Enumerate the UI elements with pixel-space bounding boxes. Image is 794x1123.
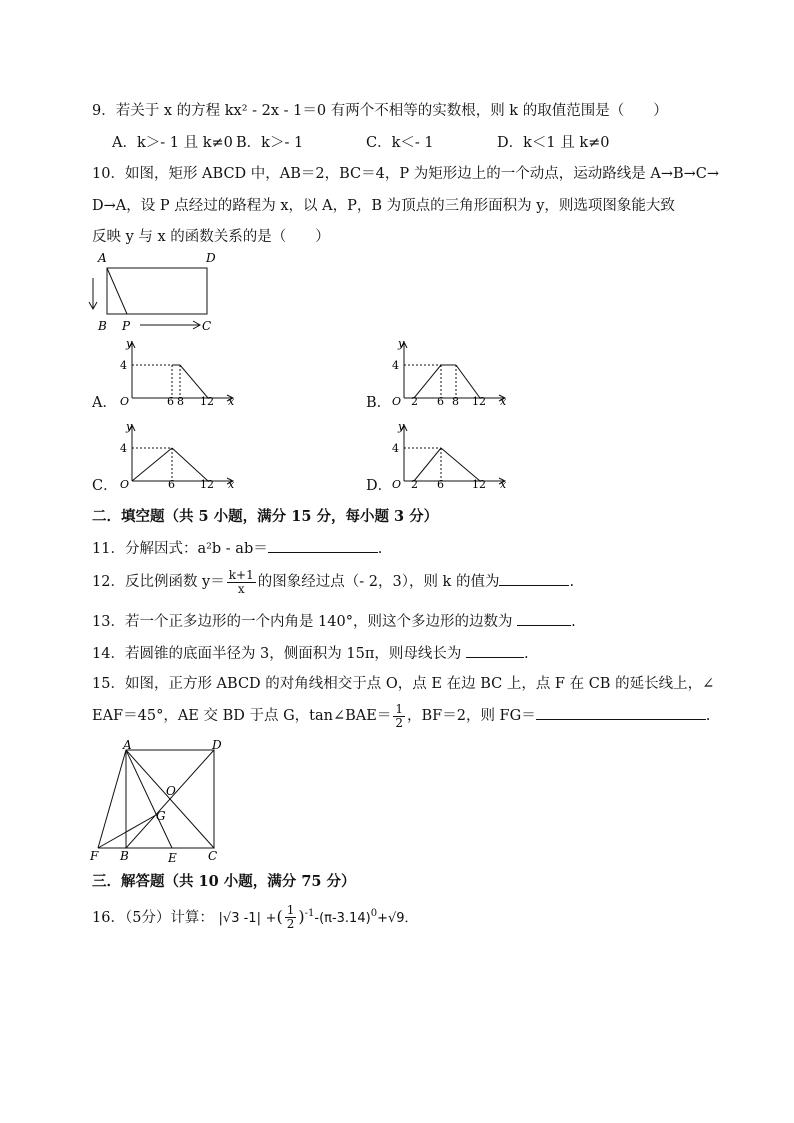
q16-half-den: 2 (286, 917, 295, 932)
fig-label-a: A (123, 738, 132, 752)
q9-stem: 9．若关于 x 的方程 kx² - 2x - 1＝0 有两个不相等的实数根，则 k 的取值范围是（ ） (92, 103, 668, 119)
q16-tail: +√9． (377, 910, 418, 926)
q12-fraction (227, 569, 256, 596)
q14-text: 14．若圆锥的底面半径为 3，侧面积为 15π，则母线长为 (92, 646, 462, 662)
q15-frac-den: 2 (395, 715, 403, 730)
graph-b-label: B． (366, 395, 392, 411)
q13: 13．若一个正多边形的一个内角是 140°，则这个多边形的边数为 . (92, 611, 576, 632)
graph-c-y-tick: 4 (120, 442, 127, 455)
rect-label-b: B (98, 319, 107, 333)
graph-a-tick-8: 8 (177, 395, 184, 407)
graph-a-tick-6: 6 (167, 395, 174, 407)
q9-option-b: B．k＞- 1 (236, 135, 304, 151)
fig-label-c: C (208, 849, 218, 863)
q12-frac-num: k+1 (228, 567, 254, 582)
q14: 14．若圆锥的底面半径为 3，侧面积为 15π，则母线长为 . (92, 643, 529, 664)
q11-text: 11．分解因式：a²b - ab＝ (92, 541, 268, 557)
q16-mid: -(π-3.14) (314, 910, 371, 926)
graph-b-tick-8: 8 (452, 395, 459, 407)
q15-line2-pre: EAF＝45°，AE 交 BD 于点 G，tan∠BAE＝ (92, 708, 392, 724)
graph-d-x-label: x (500, 478, 507, 490)
graph-c-x-label: x (228, 478, 235, 490)
q12-post: 的图象经过点（- 2，3），则 k 的值为 (257, 574, 500, 590)
fig-label-g: G (156, 809, 166, 823)
q12-frac-den: x (237, 581, 245, 596)
fig-label-d: D (212, 738, 222, 752)
graph-b-y-label: y (398, 337, 405, 350)
q10-rectangle-figure (80, 248, 230, 338)
rect-label-a: A (98, 251, 107, 265)
q15-line1: 15．如图，正方形 ABCD 的对角线相交于点 O，点 E 在边 BC 上，点 F 在 CB 的延长线上，∠ (92, 676, 715, 692)
q10-line3: 反映 y 与 x 的函数关系的是（ ） (92, 229, 330, 245)
q15-line2: EAF＝45°，AE 交 BD 于点 G，tan∠BAE＝ $\frac{1}{2}$ ，BF＝2，则 FG＝ . (92, 701, 711, 730)
q10-line2: D→A，设 P 点经过的路程为 x，以 A，P，B 为顶点的三角形面积为 y，则选项图象能大致 (92, 198, 675, 214)
q15-square-figure (86, 738, 236, 866)
graph-d (384, 420, 514, 490)
graph-b-tick-2: 2 (411, 395, 418, 407)
graph-c (112, 420, 242, 490)
section-2-heading: 二．填空题（共 5 小题，满分 15 分，每小题 3 分） (92, 508, 439, 525)
q12: 12．反比例函数 y＝ $\frac{k+1}{x}$ 的图象经过点（- 2，3），则 k 的值为 . (92, 567, 575, 596)
section-3-heading: 三．解答题（共 10 小题，满分 75 分） (92, 873, 356, 890)
graph-c-y-label: y (126, 420, 133, 433)
graph-a-label: A． (92, 395, 117, 411)
graph-d-tick-12: 12 (472, 478, 486, 490)
q15-fraction (393, 703, 405, 730)
graph-b (384, 337, 514, 407)
q16-abs: |√3 -1| (218, 910, 261, 926)
q13-blank (517, 611, 571, 626)
q16: 16．（5分）计算： |√3 -1| +( $\frac{1}{2}$ )$^{-1}-(\pi-3.14)^0+√9$． (92, 903, 418, 932)
q9-option-c: C．k＜- 1 (366, 135, 434, 151)
q12-blank (499, 571, 569, 586)
graph-c-tick-6: 6 (168, 478, 175, 490)
fig-label-e: E (168, 851, 177, 865)
graph-d-tick-2: 2 (411, 478, 418, 490)
rect-label-c: C (202, 319, 212, 333)
graph-c-origin: O (120, 478, 130, 490)
graph-b-origin: O (392, 395, 402, 407)
q15-frac-num: 1 (395, 701, 403, 716)
graph-d-tick-6: 6 (437, 478, 444, 490)
q16-exp-0: 0 (370, 908, 378, 919)
graph-b-tick-12: 12 (472, 395, 486, 407)
graph-d-y-tick: 4 (392, 442, 399, 455)
q12-pre: 12．反比例函数 y＝ (92, 574, 225, 590)
graph-b-y-tick: 4 (392, 359, 399, 372)
q15-blank (536, 705, 706, 720)
fig-label-f: F (90, 849, 99, 863)
q11: 11．分解因式：a²b - ab＝ . (92, 538, 382, 559)
graph-a-x-label: x (228, 395, 235, 407)
graph-d-label: D． (366, 478, 393, 494)
q16-half (285, 904, 297, 931)
q16-exp-neg1: -1 (304, 908, 315, 919)
q14-blank (466, 643, 524, 658)
graph-a-y-tick: 4 (120, 359, 127, 372)
fig-label-b: B (120, 849, 129, 863)
q9-option-a: A．k＞- 1 且 k≠0 (112, 135, 233, 151)
graph-c-tick-12: 12 (200, 478, 214, 490)
q11-blank (268, 538, 378, 553)
graph-c-label: C． (92, 478, 118, 494)
graph-a-y-label: y (126, 337, 133, 350)
graph-b-x-label: x (500, 395, 507, 407)
fig-label-o: O (166, 784, 176, 798)
rect-label-p: P (122, 319, 131, 333)
q15-line2-post: ，BF＝2，则 FG＝ (407, 708, 536, 724)
q16-plus: + (265, 910, 277, 926)
q9-option-d: D．k＜1 且 k≠0 (497, 135, 610, 151)
q16-half-num: 1 (286, 903, 295, 918)
graph-a-tick-12: 12 (200, 395, 214, 407)
graph-d-y-label: y (398, 420, 405, 433)
q10-line1: 10．如图，矩形 ABCD 中，AB＝2，BC＝4，P 为矩形边上的一个动点，运动路线是 A→B→C→ (92, 166, 720, 182)
q13-text: 13．若一个正多边形的一个内角是 140°，则这个多边形的边数为 (92, 614, 513, 630)
graph-a-origin: O (120, 395, 130, 407)
graph-d-origin: O (392, 478, 402, 490)
graph-a (112, 337, 242, 407)
q16-pre: 16．（5分）计算： (92, 909, 214, 926)
graph-b-tick-6: 6 (437, 395, 444, 407)
rect-label-d: D (206, 251, 216, 265)
